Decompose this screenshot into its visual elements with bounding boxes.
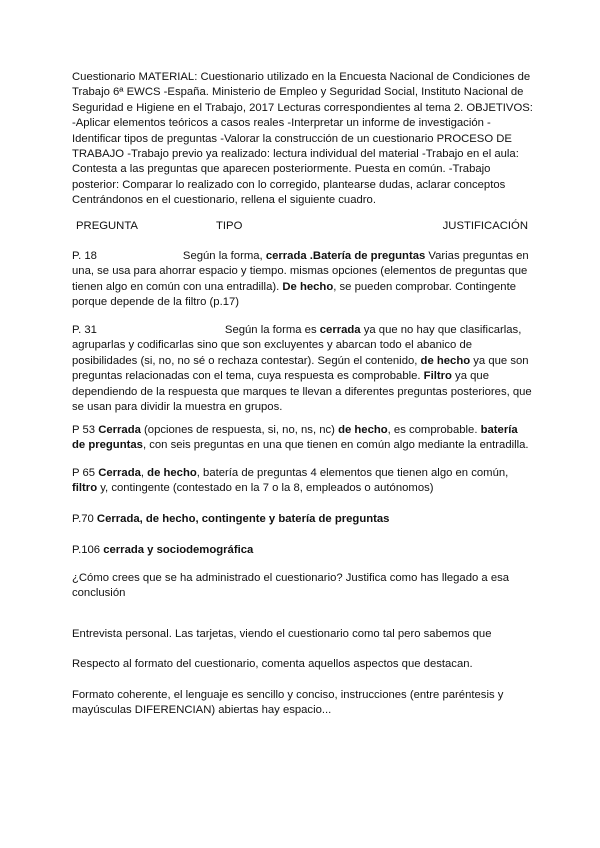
answer-format: Formato coherente, el lenguaje es sencillo y conciso, instrucciones (entre paréntesis y mayúsculas DIFERENCIAN) abiertas hay espacio... [72,689,504,717]
answer-p18: P. 18 Según la forma, cerrada .Batería de preguntas Varias preguntas en una, se usa para ahorrar espacio y tiempo. mismas opciones (elementos de preguntas que tienen algo en común con una entradilla). De hecho, se pueden comprobar. Contingente porque depende de la filtro (p.17) [72,250,529,309]
p18-label: P. 18 [72,250,97,262]
answer-p31: P. 31 Según la forma es cerrada ya que no hay que clasificarlas, agruparlas y codificarlas sino que son excluyentes y abarcan todo el abanico de posibilidades (si, no, no sé o rechaza contestar). Según el contenido, de hecho ya que son preguntas relacionadas con el tema, cuya respuesta es comprobable. Filtro ya que dependiendo de la respuesta que marques te llevan a diferentes preguntas posteriores, que se usan para dividir la muestra en grupos. [72,324,532,414]
p106-label: P.106 [72,544,104,556]
answer-p70: P.70 Cerrada, de hecho, contingente y batería de preguntas [72,513,390,525]
p70-label: P.70 [72,513,97,525]
header-pregunta: PREGUNTA [76,220,138,232]
answer-p53: P 53 Cerrada (opciones de respuesta, si, no, ns, nc) de hecho, es comprobable. batería de preguntas, con seis preguntas en una que tienen en común algo mediante la entradilla. [72,424,529,452]
answer-p65: P 65 Cerrada, de hecho, batería de preguntas 4 elementos que tienen algo en común, filtro y, contingente (contestado en la 7 o la 8, empleados o autónomos) [72,467,509,495]
table-header [72,219,528,235]
p65-label: P 65 [72,467,99,479]
header-justificacion: JUSTIFICACIÓN [442,220,528,232]
intro-paragraph: Cuestionario MATERIAL: Cuestionario utilizado en la Encuesta Nacional de Condiciones de Trabajo 6ª EWCS -España. Ministerio de Empleo y Seguridad Social, Instituto Nacional de Seguridad e Higiene en el Trabajo, 2017 Lecturas correspondientes al tema 2. OBJETIVOS: -Aplicar elementos teóricos a casos reales -Interpretar un informe de investigación -Identificar tipos de preguntas -Valorar la construcción de un cuestionario PROCESO DE TRABAJO -Trabajo previo ya realizado: lectura individual del material -Trabajo en el aula: Contesta a las preguntas que aparecen posteriormente. Puesta en común. -Trabajo posterior: Comparar lo realizado con lo corregido, plantearse dudas, aclarar conceptos Centrándonos en el cuestionario, rellena el siguiente cuadro. [72,71,533,207]
question-administration: ¿Cómo crees que se ha administrado el cuestionario? Justifica como has llegado a esa conclusión [72,572,510,600]
answer-p106: P.106 cerrada y sociodemográfica [72,544,254,556]
p53-label: P 53 [72,424,99,436]
question-format: Respecto al formato del cuestionario, comenta aquellos aspectos que destacan. [72,658,473,670]
header-tipo: TIPO [216,220,243,232]
p31-label: P. 31 [72,324,97,336]
answer-administration: Entrevista personal. Las tarjetas, viendo el cuestionario como tal pero sabemos que [72,628,492,640]
